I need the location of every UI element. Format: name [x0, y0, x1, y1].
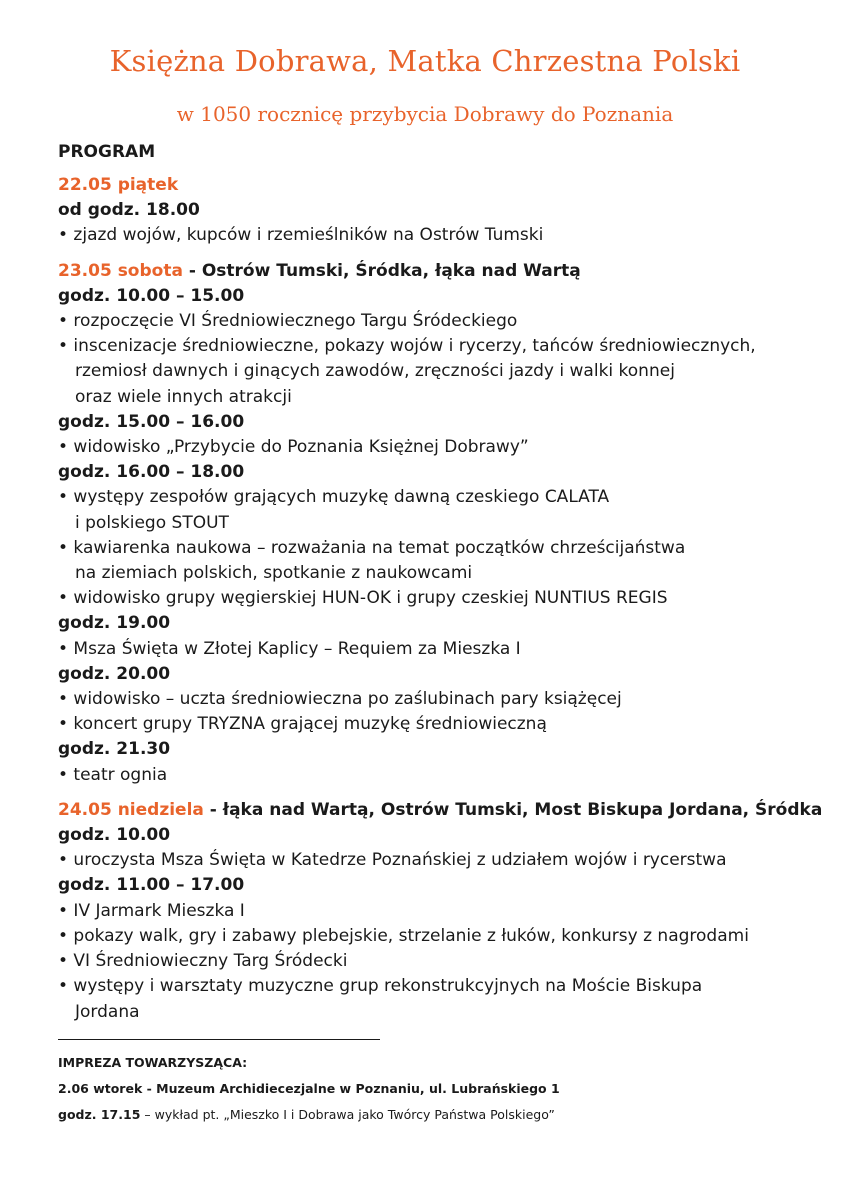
list-item: • rozpoczęcie VI Średniowiecznego Targu Śródeckiego	[58, 311, 518, 332]
list-item: • VI Średniowieczny Targ Śródecki	[58, 951, 348, 972]
time-slot: godz. 10.00	[58, 825, 171, 846]
day-heading	[58, 259, 818, 284]
list-item-continuation: i polskiego STOUT	[75, 512, 229, 533]
day-heading	[58, 173, 818, 198]
day-heading	[58, 798, 823, 823]
accompanying-venue: 2.06 wtorek - Muzeum Archidiecezjalne w Poznaniu, ul. Lubrańskiego 1	[58, 1081, 560, 1096]
list-item: • zjazd wojów, kupców i rzemieślników na Ostrów Tumski	[58, 225, 544, 246]
list-item: • pokazy walk, gry i zabawy plebejskie, strzelanie z łuków, konkursy z nagrodami	[58, 925, 749, 946]
list-item: • IV Jarmark Mieszka I	[58, 900, 245, 921]
day-place: - Ostrów Tumski, Śródka, łąka nad Wartą	[182, 260, 581, 281]
accompanying-heading: IMPREZA TOWARZYSZĄCA:	[58, 1055, 248, 1070]
list-item-continuation: rzemiosł dawnych i ginących zawodów, zręczności jazdy i walki konnej	[75, 361, 675, 382]
document-title: Księżna Dobrawa, Matka Chrzestna Polski	[109, 44, 741, 78]
day-date: 24.05 niedziela	[58, 799, 204, 820]
footer-divider	[58, 1039, 380, 1040]
day-section	[58, 798, 823, 1025]
list-item: • widowisko – uczta średniowieczna po zaślubinach pary książęcej	[58, 689, 622, 710]
program-content	[58, 139, 823, 1025]
accompanying-lecture-line	[58, 1102, 818, 1128]
accompanying-lecture: – wykład pt. „Mieszko I i Dobrawa jako Twórcy Państwa Polskiego”	[140, 1107, 555, 1122]
program-days	[58, 173, 823, 1025]
time-slot: godz. 19.00	[58, 613, 171, 634]
program-heading: PROGRAM	[58, 142, 156, 162]
time-slot: godz. 15.00 – 16.00	[58, 411, 245, 432]
day-section	[58, 173, 818, 249]
time-slot: godz. 11.00 – 17.00	[58, 875, 245, 896]
accompanying-event	[58, 1050, 818, 1128]
document-subtitle: w 1050 rocznicę przybycia Dobrawy do Poznania	[176, 102, 674, 126]
list-item-continuation: na ziemiach polskich, spotkanie z naukowcami	[75, 563, 473, 584]
time-slot: od godz. 18.00	[58, 200, 200, 221]
list-item-continuation: oraz wiele innych atrakcji	[75, 386, 292, 407]
list-item-continuation: Jordana	[75, 1001, 140, 1022]
list-item: • kawiarenka naukowa – rozważania na temat początków chrześcijaństwa	[58, 537, 686, 558]
day-section	[58, 259, 818, 788]
list-item: • uroczysta Msza Święta w Katedrze Poznańskiej z udziałem wojów i rycerstwa	[58, 850, 727, 871]
day-date: 23.05 sobota	[58, 260, 183, 281]
list-item: • występy zespołów grających muzykę dawną czeskiego CALATA	[58, 487, 610, 508]
list-item: • Msza Święta w Złotej Kaplicy – Requiem za Mieszka I	[58, 638, 521, 659]
list-item: • występy i warsztaty muzyczne grup rekonstrukcyjnych na Moście Biskupa	[58, 976, 703, 997]
accompanying-time: godz. 17.15	[58, 1107, 141, 1122]
list-item: • teatr ognia	[58, 764, 168, 785]
list-item: • widowisko grupy węgierskiej HUN-OK i grupy czeskiej NUNTIUS REGIS	[58, 588, 668, 609]
day-place: - łąka nad Wartą, Ostrów Tumski, Most Biskupa Jordana, Śródka	[203, 799, 823, 820]
day-date: 22.05 piątek	[58, 175, 179, 195]
time-slot: godz. 16.00 – 18.00	[58, 462, 245, 483]
time-slot: godz. 20.00	[58, 663, 171, 684]
list-item: • widowisko „Przybycie do Poznania Księżnej Dobrawy”	[58, 437, 529, 458]
time-slot: godz. 10.00 – 15.00	[58, 285, 245, 306]
list-item: • koncert grupy TRYZNA grającej muzykę średniowieczną	[58, 714, 547, 735]
list-item: • inscenizacje średniowieczne, pokazy wojów i rycerzy, tańców średniowiecznych,	[58, 336, 756, 357]
time-slot: godz. 21.30	[58, 739, 171, 760]
